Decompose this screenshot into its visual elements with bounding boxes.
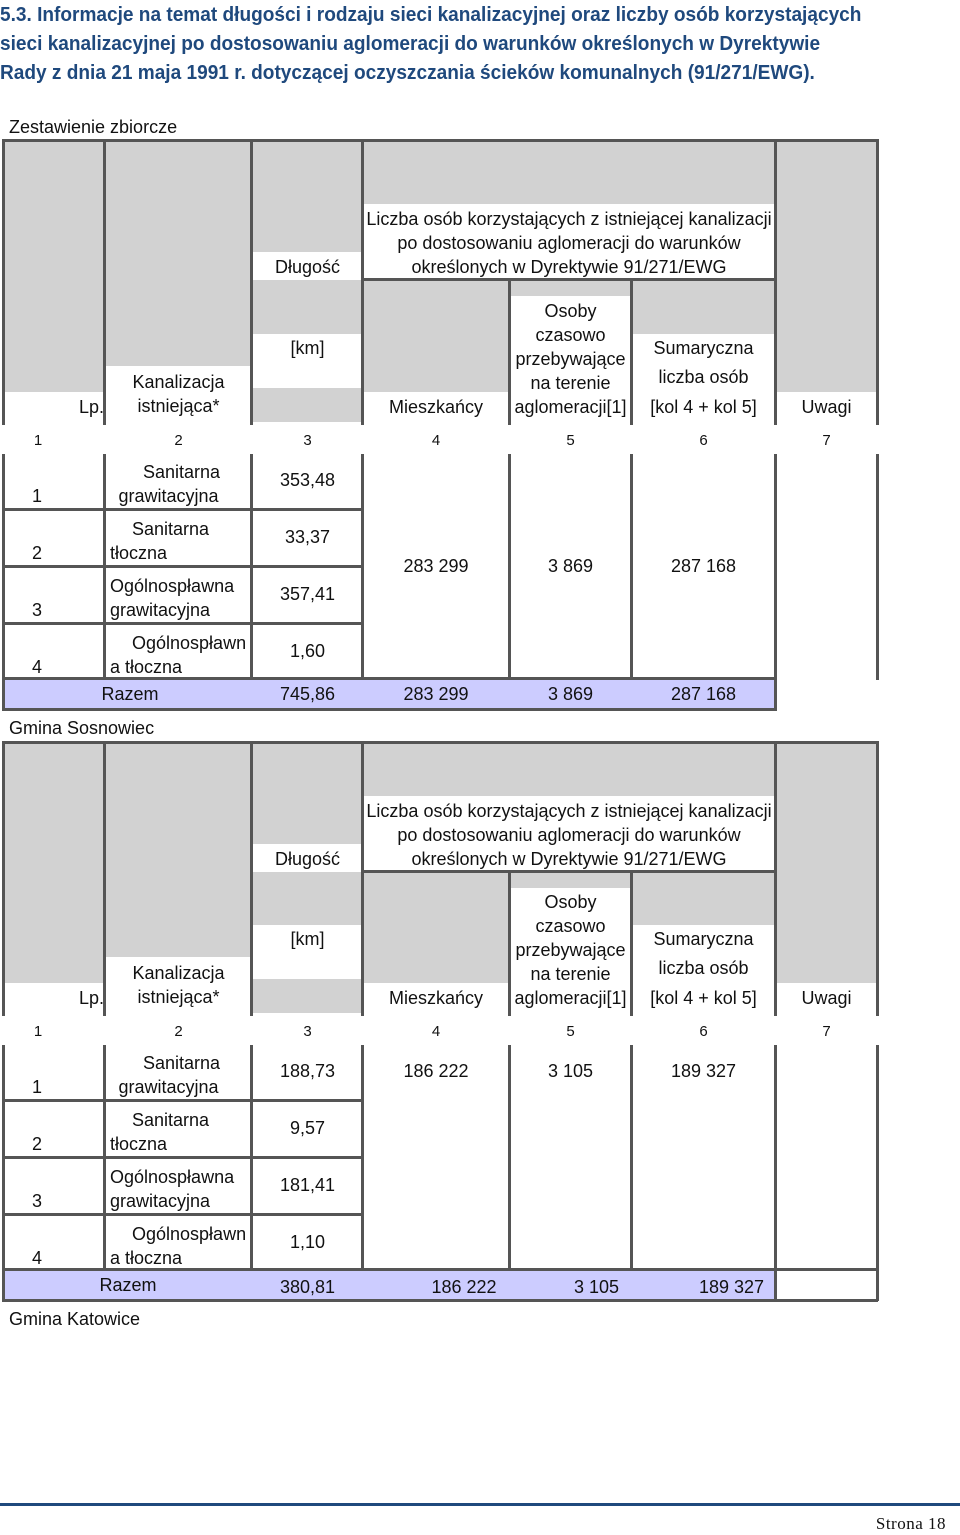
row-lp: 2 xyxy=(31,543,42,563)
table-rule xyxy=(774,741,777,1016)
header-km: [km] xyxy=(290,929,325,949)
table-rule xyxy=(2,1299,878,1302)
total-czasowo: 3 869 xyxy=(547,684,594,704)
table-rule xyxy=(361,741,364,1016)
total-label: Razem xyxy=(99,1275,157,1295)
total-label: Razem xyxy=(101,684,159,704)
row-name: Ogólnospławna grawitacyjna xyxy=(110,576,235,620)
col-number: 1 xyxy=(33,432,43,449)
merged-czasowo: 3 869 xyxy=(547,556,594,576)
table-rule xyxy=(2,1268,878,1271)
table-rule xyxy=(876,741,879,1016)
col-number: 4 xyxy=(431,1023,441,1040)
row-lp: 2 xyxy=(31,1134,42,1154)
row-length: 33,37 xyxy=(284,527,331,547)
header-kanalizacja: Kanalizacja istniejąca* xyxy=(132,963,225,1007)
col-number: 7 xyxy=(822,1023,831,1040)
row-czasowo: 3 105 xyxy=(547,1061,594,1081)
row-sumaryczna: 189 327 xyxy=(670,1061,737,1081)
col-number: 2 xyxy=(174,432,183,449)
header-lp: Lp. xyxy=(78,988,104,1008)
total-mieszkancy: 186 222 xyxy=(431,1277,497,1297)
header-osoby-czasowo: Osoby czasowo przebywające na terenie aglomeracji[1] xyxy=(514,892,627,1008)
page-number: Strona 18 xyxy=(875,1514,946,1533)
row-name: Ogólnospławn a tłoczna xyxy=(110,1224,247,1268)
table-rule xyxy=(876,1045,879,1301)
total-length: 745,86 xyxy=(279,684,336,704)
header-uwagi: Uwagi xyxy=(801,397,852,417)
table-rule xyxy=(2,1156,364,1159)
row-lp: 1 xyxy=(31,486,42,506)
col-number: 4 xyxy=(431,432,441,449)
row-mieszkancy: 186 222 xyxy=(403,1061,469,1081)
row-name: Ogólnospławn a tłoczna xyxy=(110,633,247,677)
col-number: 6 xyxy=(699,432,708,449)
row-length: 353,48 xyxy=(279,470,336,490)
col-number: 1 xyxy=(33,1023,43,1040)
total-length: 380,81 xyxy=(279,1277,336,1297)
table-rule xyxy=(2,1099,364,1102)
heading-line: 5.3. Informacje na temat długości i rodzaju sieci kanalizacyjnej oraz liczby osób korzystających xyxy=(0,3,862,26)
table-rule xyxy=(774,1045,777,1301)
total-czasowo: 3 105 xyxy=(573,1277,620,1297)
col-number: 7 xyxy=(822,432,831,449)
row-lp: 3 xyxy=(31,600,42,620)
row-lp: 4 xyxy=(31,1248,42,1268)
col-number: 6 xyxy=(699,1023,708,1040)
header-sumaryczna: Sumaryczna liczba osób [kol 4 + kol 5] xyxy=(650,338,757,417)
header-mieszkancy: Mieszkańcy xyxy=(388,988,484,1008)
row-length: 357,41 xyxy=(279,584,336,604)
header-liczba-osob: Liczba osób korzystających z istniejącej kanalizacji po dostosowaniu aglomeracji do warunków określonych w Dyrektywie 91/271/EWG xyxy=(366,801,772,869)
header-uwagi: Uwagi xyxy=(801,988,852,1008)
footer-rule xyxy=(0,1503,960,1506)
table-caption: Gmina Katowice xyxy=(9,1309,141,1329)
row-name: Sanitarna grawitacyjna xyxy=(118,1053,221,1097)
header-sumaryczna: Sumaryczna liczba osób [kol 4 + kol 5] xyxy=(650,929,757,1008)
row-length: 1,60 xyxy=(289,641,326,661)
total-sumaryczna: 189 327 xyxy=(698,1277,765,1297)
header-lp: Lp. xyxy=(78,397,104,417)
col-number: 3 xyxy=(303,1023,312,1040)
row-length: 188,73 xyxy=(279,1061,336,1081)
merged-mieszkancy: 283 299 xyxy=(403,556,469,576)
row-lp: 3 xyxy=(31,1191,42,1211)
total-mieszkancy: 283 299 xyxy=(403,684,469,704)
header-bg xyxy=(5,744,104,1013)
row-lp: 4 xyxy=(31,657,42,677)
header-km: [km] xyxy=(290,338,325,358)
header-dlugosc: Długość xyxy=(274,257,341,277)
table-rule xyxy=(2,1268,5,1302)
summary-label: Zestawienie zbiorcze xyxy=(9,117,178,137)
row-name: Ogólnospławna grawitacyjna xyxy=(110,1167,235,1211)
row-length: 181,41 xyxy=(279,1175,336,1195)
header-osoby-czasowo: Osoby czasowo przebywające na terenie aglomeracji[1] xyxy=(514,301,627,417)
merged-sumaryczna: 287 168 xyxy=(670,556,737,576)
row-name: Sanitarna tłoczna xyxy=(110,519,210,563)
table-rule xyxy=(2,741,878,744)
table-rule xyxy=(2,1213,364,1216)
row-lp: 1 xyxy=(31,1077,42,1097)
col-number: 5 xyxy=(566,1023,575,1040)
header-dlugosc: Długość xyxy=(274,849,341,869)
row-length: 1,10 xyxy=(289,1232,326,1252)
header-bg xyxy=(777,744,876,1013)
col-number: 2 xyxy=(174,1023,183,1040)
heading-line: Rady z dnia 21 maja 1991 r. dotyczącej oczyszczania ścieków komunalnych (91/271/EWG). xyxy=(0,61,815,84)
header-mieszkancy: Mieszkańcy xyxy=(388,397,484,417)
row-name: Sanitarna grawitacyjna xyxy=(118,462,221,506)
heading-line: sieci kanalizacyjnej po dostosowaniu aglomeracji do warunków określonych w Dyrektywie xyxy=(0,32,821,55)
table-rule xyxy=(2,741,5,1016)
row-name: Sanitarna tłoczna xyxy=(110,1110,210,1154)
table-caption: Gmina Sosnowiec xyxy=(9,718,155,738)
header-liczba-osob: Liczba osób korzystających z istniejącej kanalizacji po dostosowaniu aglomeracji do warunków określonych w Dyrektywie 91/271/EWG xyxy=(366,209,772,277)
col-number: 5 xyxy=(566,432,575,449)
col-number: 3 xyxy=(303,432,312,449)
row-length: 9,57 xyxy=(289,1118,326,1138)
total-sumaryczna: 287 168 xyxy=(670,684,737,704)
header-kanalizacja: Kanalizacja istniejąca* xyxy=(132,372,225,416)
